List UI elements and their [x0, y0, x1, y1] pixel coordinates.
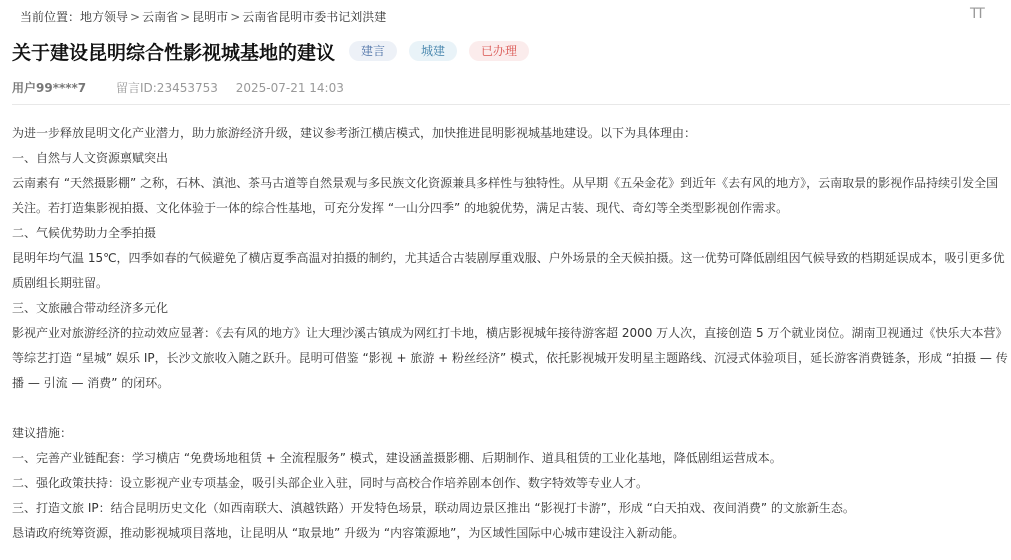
- breadcrumb-separator: >: [130, 10, 141, 24]
- message-id: 留言ID:23453753: [115, 81, 218, 95]
- breadcrumb-bar: [0, 0, 1011, 30]
- body-paragraph: 为进一步释放昆明文化产业潜力，助力旅游经济升级，建议参考浙江横店模式，加快推进昆明影视城基地建设。以下为具体理由：: [12, 126, 697, 140]
- author-name: 用户99****7: [12, 81, 87, 95]
- body-paragraph: 影视产业对旅游经济的拉动效应显著：《去有风的地方》让大理沙溪古镇成为网红打卡地，横店影视城年接待游客超 2000 万人次，直接创造 5 万个就业岗位。湖南卫视通过《快乐大本营》等综艺打造 “星城” 娱乐 IP，长沙文旅收入随之跃升。昆明可借鉴 “影视 + 旅游 + 粉丝经济” 模式，依托影视城开发明星主题路线、沉浸式体验项目，延长游客消费链条，形成 “拍摄 — 传播 — 引流 — 消费” 的闭环。: [12, 326, 1008, 390]
- divider: [12, 104, 1010, 105]
- body-blank-line: [12, 396, 1010, 421]
- body-heading: 三、文旅融合带动经济多元化: [12, 301, 169, 315]
- body-paragraph: 恳请政府统筹资源，推动影视城项目落地，让昆明从 “取景地” 升级为 “内容策源地”，为区域性国际中心城市建设注入新动能。: [12, 526, 685, 540]
- body-paragraph: 一、完善产业链配套：学习横店 “免费场地租赁 + 全流程服务” 模式，建设涵盖摄影棚、后期制作、道具租赁的工业化基地，降低剧组运营成本。: [12, 451, 782, 465]
- breadcrumb-separator: >: [230, 10, 241, 24]
- body-paragraph: 云南素有 “天然摄影棚” 之称，石林、滇池、茶马古道等自然景观与多民族文化资源兼具多样性与独特性。从早期《五朵金花》到近年《去有风的地方》，云南取景的影视作品持续引发全国关注。若打造集影视拍摄、文化体验于一体的综合性基地，可充分发挥 “一山分四季” 的地貌优势，满足古装、现代、奇幻等全类型影视创作需求。: [12, 176, 999, 215]
- breadcrumb-item-local-leaders[interactable]: 地方领导: [80, 10, 129, 24]
- body-heading: 一、自然与人文资源禀赋突出: [12, 151, 169, 165]
- breadcrumb-item-yunnan[interactable]: 云南省: [142, 10, 179, 24]
- status-badge: 已办理: [469, 41, 529, 61]
- body-paragraph: 昆明年均气温 15℃，四季如春的气候避免了横店夏季高温对拍摄的制约，尤其适合古装剧厚重戏服、户外场景的全天候拍摄。这一优势可降低剧组因气候导致的档期延误成本，吸引更多优质剧组长期驻留。: [12, 251, 1005, 290]
- body-heading: 建议措施：: [12, 426, 73, 440]
- message-datetime: 2025-07-21 14:03: [235, 81, 344, 95]
- breadcrumb-separator: >: [180, 10, 191, 24]
- page-title: 关于建设昆明综合性影视城基地的建议: [12, 41, 336, 64]
- tag-urban-construction: 城建: [409, 41, 457, 61]
- breadcrumb-item-kunming[interactable]: 昆明市: [192, 10, 229, 24]
- breadcrumb-item-leader[interactable]: 云南省昆明市委书记刘洪建: [242, 10, 387, 24]
- tag-suggestion: 建言: [349, 41, 397, 61]
- breadcrumb-prefix: 当前位置：: [20, 10, 81, 24]
- message-meta: [12, 79, 344, 96]
- body-heading: 二、气候优势助力全季拍摄: [12, 226, 157, 240]
- title-row: [12, 36, 541, 66]
- body-paragraph: 三、打造文旅 IP：结合昆明历史文化（如西南联大、滇越铁路）开发特色场景，联动周边景区推出 “影视打卡游”，形成 “白天拍戏、夜间消费” 的文旅新生态。: [12, 501, 855, 515]
- breadcrumb: [20, 8, 386, 25]
- message-body: [12, 121, 1010, 546]
- body-paragraph: 二、强化政策扶持：设立影视产业专项基金，吸引头部企业入驻，同时与高校合作培养剧本创作、数字特效等专业人才。: [12, 476, 649, 490]
- font-size-icon[interactable]: TT: [970, 6, 983, 22]
